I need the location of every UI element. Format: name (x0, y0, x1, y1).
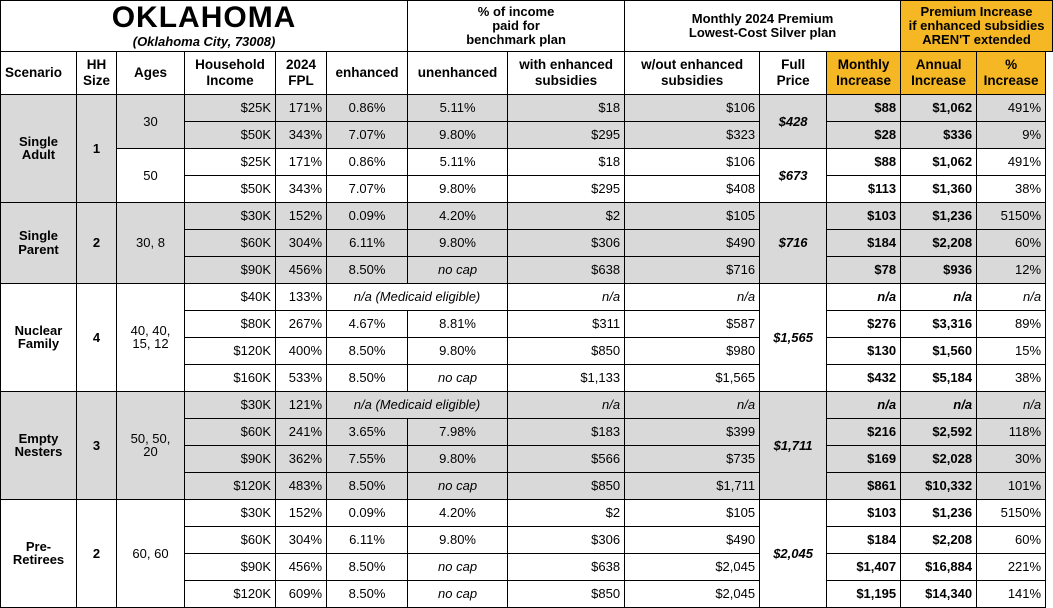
pct-increase-cell: 141% (977, 580, 1046, 607)
monthly-increase-cell: $184 (827, 229, 901, 256)
with-subsidies-cell: $1,133 (508, 364, 625, 391)
without-subsidies-cell: $323 (625, 121, 760, 148)
unenhanced-pct-cell: 9.80% (408, 229, 508, 256)
pct-increase-cell: 5150% (977, 202, 1046, 229)
col-fpl: 2024 FPL (276, 51, 327, 94)
without-subsidies-cell: $408 (625, 175, 760, 202)
scenario-label: Pre- Retirees (1, 499, 77, 607)
unenhanced-pct-cell: 9.80% (408, 526, 508, 553)
pct-increase-cell: 491% (977, 148, 1046, 175)
annual-increase-cell: n/a (901, 391, 977, 418)
ages-value: 30, 8 (117, 202, 185, 283)
annual-increase-cell: $14,340 (901, 580, 977, 607)
col-hh-size: HH Size (77, 51, 117, 94)
fpl-cell: 400% (276, 337, 327, 364)
fpl-cell: 304% (276, 526, 327, 553)
enhanced-pct-cell: 6.11% (327, 229, 408, 256)
annual-increase-cell: $1,360 (901, 175, 977, 202)
fpl-cell: 152% (276, 499, 327, 526)
band-monthly-premium: Monthly 2024 Premium Lowest-Cost Silver plan (625, 1, 901, 52)
enhanced-pct-cell: 8.50% (327, 256, 408, 283)
pct-increase-cell: 5150% (977, 499, 1046, 526)
ages-value: 30 (117, 94, 185, 148)
annual-increase-cell: $3,316 (901, 310, 977, 337)
household-income-cell: $50K (185, 121, 276, 148)
annual-increase-cell: $5,184 (901, 364, 977, 391)
hh-size-value: 4 (77, 283, 117, 391)
enhanced-pct-cell: 3.65% (327, 418, 408, 445)
unenhanced-pct-cell: no cap (408, 580, 508, 607)
col-without-enhanced-subsidies: w/out enhanced subsidies (625, 51, 760, 94)
fpl-cell: 171% (276, 148, 327, 175)
with-subsidies-cell: $306 (508, 229, 625, 256)
fpl-cell: 343% (276, 175, 327, 202)
unenhanced-pct-cell: 7.98% (408, 418, 508, 445)
fpl-cell: 152% (276, 202, 327, 229)
with-subsidies-cell: $638 (508, 256, 625, 283)
fpl-cell: 456% (276, 553, 327, 580)
monthly-increase-cell: $103 (827, 499, 901, 526)
monthly-increase-cell: n/a (827, 283, 901, 310)
table-row (1, 283, 1053, 310)
unenhanced-pct-cell: no cap (408, 472, 508, 499)
enhanced-pct-cell: 7.07% (327, 121, 408, 148)
household-income-cell: $90K (185, 553, 276, 580)
monthly-increase-cell: $276 (827, 310, 901, 337)
household-income-cell: $30K (185, 391, 276, 418)
household-income-cell: $25K (185, 94, 276, 121)
enhanced-pct-cell: 6.11% (327, 526, 408, 553)
monthly-increase-cell: $184 (827, 526, 901, 553)
scenario-label: Single Adult (1, 94, 77, 202)
household-income-cell: $50K (185, 175, 276, 202)
unenhanced-pct-cell: 5.11% (408, 148, 508, 175)
household-income-cell: $160K (185, 364, 276, 391)
enhanced-pct-cell: 8.50% (327, 337, 408, 364)
without-subsidies-cell: $490 (625, 229, 760, 256)
monthly-increase-cell: $216 (827, 418, 901, 445)
unenhanced-pct-cell: 9.80% (408, 445, 508, 472)
monthly-increase-cell: $169 (827, 445, 901, 472)
household-income-cell: $90K (185, 256, 276, 283)
with-subsidies-cell: $638 (508, 553, 625, 580)
title-block (1, 1, 408, 52)
unenhanced-pct-cell: 9.80% (408, 175, 508, 202)
with-subsidies-cell: $566 (508, 445, 625, 472)
unenhanced-pct-cell: no cap (408, 256, 508, 283)
household-income-cell: $60K (185, 526, 276, 553)
unenhanced-pct-cell: 5.11% (408, 94, 508, 121)
household-income-cell: $60K (185, 229, 276, 256)
fpl-cell: 343% (276, 121, 327, 148)
monthly-increase-cell: $1,195 (827, 580, 901, 607)
household-income-cell: $25K (185, 148, 276, 175)
full-price-cell: $2,045 (760, 499, 827, 607)
medicaid-eligible-cell: n/a (Medicaid eligible) (327, 391, 508, 418)
col-full-price: Full Price (760, 51, 827, 94)
col-scenario: Scenario (1, 51, 77, 94)
fpl-cell: 133% (276, 283, 327, 310)
household-income-cell: $120K (185, 337, 276, 364)
pct-increase-cell: 9% (977, 121, 1046, 148)
table-row (1, 391, 1053, 418)
enhanced-pct-cell: 8.50% (327, 472, 408, 499)
monthly-increase-cell: $88 (827, 148, 901, 175)
hh-size-value: 3 (77, 391, 117, 499)
full-price-cell: $428 (760, 94, 827, 148)
enhanced-pct-cell: 7.55% (327, 445, 408, 472)
hh-size-value: 1 (77, 94, 117, 202)
enhanced-pct-cell: 8.50% (327, 580, 408, 607)
with-subsidies-cell: $295 (508, 121, 625, 148)
fpl-cell: 483% (276, 472, 327, 499)
pct-increase-cell: 60% (977, 229, 1046, 256)
medicaid-eligible-cell: n/a (Medicaid eligible) (327, 283, 508, 310)
household-income-cell: $30K (185, 499, 276, 526)
annual-increase-cell: $2,208 (901, 526, 977, 553)
col-household-income: Household Income (185, 51, 276, 94)
with-subsidies-cell: $2 (508, 202, 625, 229)
without-subsidies-cell: $1,565 (625, 364, 760, 391)
annual-increase-cell: $936 (901, 256, 977, 283)
table-row (1, 202, 1053, 229)
enhanced-pct-cell: 0.09% (327, 499, 408, 526)
with-subsidies-cell: $295 (508, 175, 625, 202)
full-price-cell: $673 (760, 148, 827, 202)
enhanced-pct-cell: 8.50% (327, 364, 408, 391)
col-monthly-increase: Monthly Increase (827, 51, 901, 94)
without-subsidies-cell: $490 (625, 526, 760, 553)
table-row (1, 499, 1053, 526)
col-pct-increase: % Increase (977, 51, 1046, 94)
annual-increase-cell: $1,236 (901, 499, 977, 526)
ages-value: 40, 40, 15, 12 (117, 283, 185, 391)
monthly-increase-cell: $113 (827, 175, 901, 202)
fpl-cell: 533% (276, 364, 327, 391)
with-subsidies-cell: $18 (508, 94, 625, 121)
pct-increase-cell: 101% (977, 472, 1046, 499)
pct-increase-cell: 221% (977, 553, 1046, 580)
household-income-cell: $80K (185, 310, 276, 337)
without-subsidies-cell: $716 (625, 256, 760, 283)
column-header-row (1, 51, 1053, 94)
annual-increase-cell: n/a (901, 283, 977, 310)
col-with-enhanced-subsidies: with enhanced subsidies (508, 51, 625, 94)
fpl-cell: 267% (276, 310, 327, 337)
pct-increase-cell: 118% (977, 418, 1046, 445)
annual-increase-cell: $1,062 (901, 94, 977, 121)
ages-value: 50 (117, 148, 185, 202)
annual-increase-cell: $1,062 (901, 148, 977, 175)
monthly-increase-cell: $103 (827, 202, 901, 229)
scenario-label: Single Parent (1, 202, 77, 283)
unenhanced-pct-cell: no cap (408, 364, 508, 391)
full-price-cell: $1,711 (760, 391, 827, 499)
annual-increase-cell: $336 (901, 121, 977, 148)
pct-increase-cell: 491% (977, 94, 1046, 121)
col-annual-increase: Annual Increase (901, 51, 977, 94)
with-subsidies-cell: $183 (508, 418, 625, 445)
table-body (1, 94, 1053, 607)
table-row (1, 148, 1053, 175)
unenhanced-pct-cell: 8.81% (408, 310, 508, 337)
enhanced-pct-cell: 4.67% (327, 310, 408, 337)
col-ages: Ages (117, 51, 185, 94)
without-subsidies-cell: n/a (625, 283, 760, 310)
unenhanced-pct-cell: no cap (408, 553, 508, 580)
band-pct-income: % of income paid for benchmark plan (408, 1, 625, 52)
annual-increase-cell: $1,560 (901, 337, 977, 364)
pct-increase-cell: 15% (977, 337, 1046, 364)
without-subsidies-cell: $2,045 (625, 580, 760, 607)
annual-increase-cell: $2,592 (901, 418, 977, 445)
scenario-label: Nuclear Family (1, 283, 77, 391)
state-title: OKLAHOMA (111, 1, 297, 34)
fpl-cell: 456% (276, 256, 327, 283)
col-unenhanced: unenhanced (408, 51, 508, 94)
enhanced-pct-cell: 7.07% (327, 175, 408, 202)
without-subsidies-cell: $587 (625, 310, 760, 337)
pct-increase-cell: 30% (977, 445, 1046, 472)
without-subsidies-cell: $399 (625, 418, 760, 445)
fpl-cell: 171% (276, 94, 327, 121)
household-income-cell: $60K (185, 418, 276, 445)
band-premium-increase: Premium Increase if enhanced subsidies AREN'T extended (901, 1, 1053, 52)
annual-increase-cell: $10,332 (901, 472, 977, 499)
pct-increase-cell: 60% (977, 526, 1046, 553)
annual-increase-cell: $2,208 (901, 229, 977, 256)
col-enhanced: enhanced (327, 51, 408, 94)
unenhanced-pct-cell: 4.20% (408, 499, 508, 526)
without-subsidies-cell: n/a (625, 391, 760, 418)
hh-size-value: 2 (77, 499, 117, 607)
without-subsidies-cell: $106 (625, 94, 760, 121)
unenhanced-pct-cell: 9.80% (408, 337, 508, 364)
annual-increase-cell: $1,236 (901, 202, 977, 229)
annual-increase-cell: $16,884 (901, 553, 977, 580)
without-subsidies-cell: $105 (625, 499, 760, 526)
household-income-cell: $120K (185, 472, 276, 499)
monthly-increase-cell: n/a (827, 391, 901, 418)
fpl-cell: 362% (276, 445, 327, 472)
household-income-cell: $40K (185, 283, 276, 310)
household-income-cell: $30K (185, 202, 276, 229)
household-income-cell: $90K (185, 445, 276, 472)
with-subsidies-cell: n/a (508, 391, 625, 418)
enhanced-pct-cell: 8.50% (327, 553, 408, 580)
monthly-increase-cell: $28 (827, 121, 901, 148)
with-subsidies-cell: $850 (508, 472, 625, 499)
locality-subtitle: (Oklahoma City, 73008) (132, 34, 276, 49)
monthly-increase-cell: $1,407 (827, 553, 901, 580)
monthly-increase-cell: $861 (827, 472, 901, 499)
enhanced-pct-cell: 0.09% (327, 202, 408, 229)
monthly-increase-cell: $130 (827, 337, 901, 364)
without-subsidies-cell: $105 (625, 202, 760, 229)
with-subsidies-cell: $850 (508, 580, 625, 607)
annual-increase-cell: $2,028 (901, 445, 977, 472)
unenhanced-pct-cell: 9.80% (408, 121, 508, 148)
without-subsidies-cell: $2,045 (625, 553, 760, 580)
ages-value: 50, 50, 20 (117, 391, 185, 499)
with-subsidies-cell: $306 (508, 526, 625, 553)
pct-increase-cell: n/a (977, 391, 1046, 418)
with-subsidies-cell: $850 (508, 337, 625, 364)
pct-increase-cell: n/a (977, 283, 1046, 310)
monthly-increase-cell: $78 (827, 256, 901, 283)
household-income-cell: $120K (185, 580, 276, 607)
with-subsidies-cell: $2 (508, 499, 625, 526)
monthly-increase-cell: $88 (827, 94, 901, 121)
pct-increase-cell: 38% (977, 364, 1046, 391)
fpl-cell: 241% (276, 418, 327, 445)
without-subsidies-cell: $1,711 (625, 472, 760, 499)
without-subsidies-cell: $106 (625, 148, 760, 175)
enhanced-pct-cell: 0.86% (327, 148, 408, 175)
with-subsidies-cell: n/a (508, 283, 625, 310)
ages-value: 60, 60 (117, 499, 185, 607)
scenario-label: Empty Nesters (1, 391, 77, 499)
full-price-cell: $1,565 (760, 283, 827, 391)
unenhanced-pct-cell: 4.20% (408, 202, 508, 229)
table-row (1, 94, 1053, 121)
pct-increase-cell: 12% (977, 256, 1046, 283)
fpl-cell: 609% (276, 580, 327, 607)
pct-increase-cell: 89% (977, 310, 1046, 337)
without-subsidies-cell: $980 (625, 337, 760, 364)
enhanced-pct-cell: 0.86% (327, 94, 408, 121)
without-subsidies-cell: $735 (625, 445, 760, 472)
with-subsidies-cell: $311 (508, 310, 625, 337)
fpl-cell: 304% (276, 229, 327, 256)
pct-increase-cell: 38% (977, 175, 1046, 202)
fpl-cell: 121% (276, 391, 327, 418)
full-price-cell: $716 (760, 202, 827, 283)
with-subsidies-cell: $18 (508, 148, 625, 175)
monthly-increase-cell: $432 (827, 364, 901, 391)
hh-size-value: 2 (77, 202, 117, 283)
